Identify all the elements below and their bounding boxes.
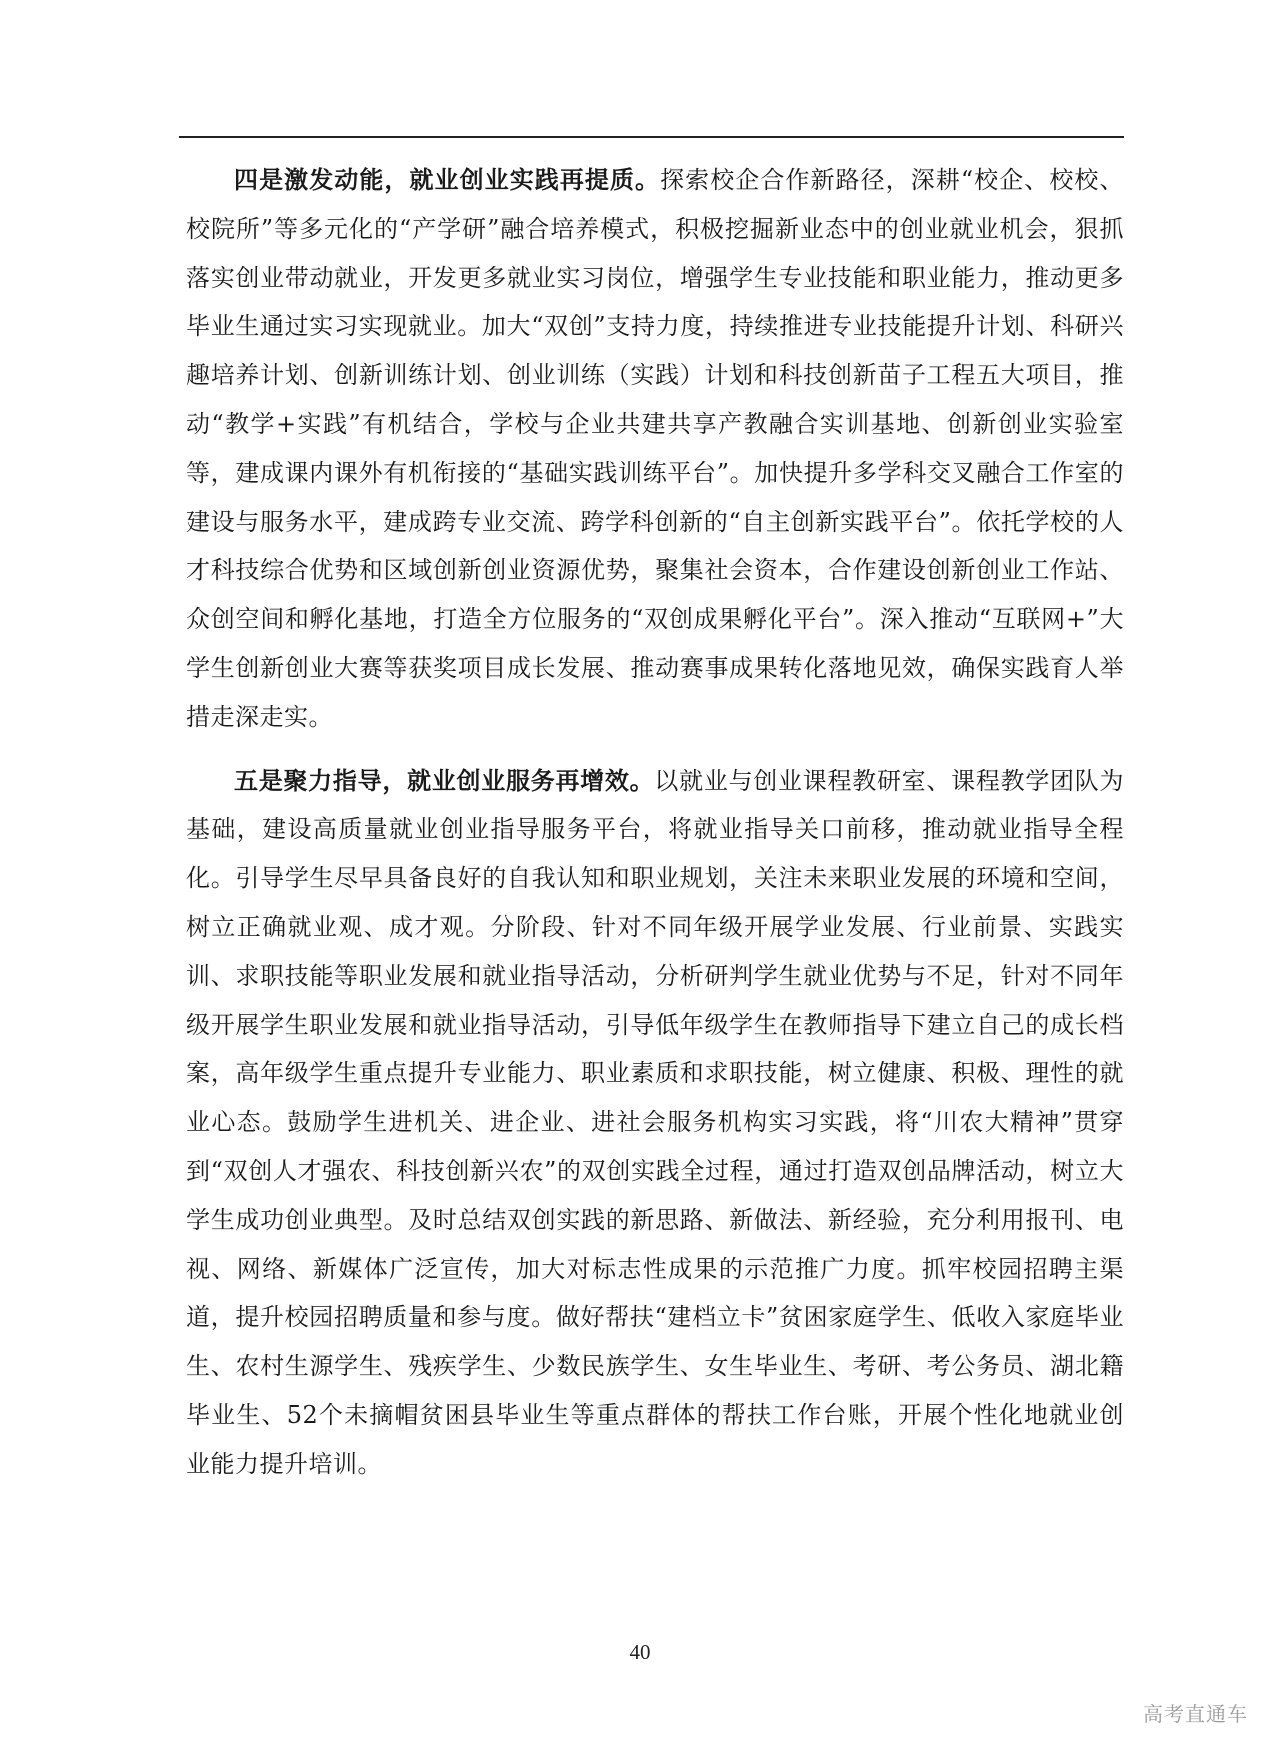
paragraph-text: 探索校企合作新路径，深耕“校企、校校、校院所”等多元化的“产学研”融合培养模式，积极挖掘新业态中的创业就业机会，狠抓落实创业带动就业，开发更多就业实习岗位，增强学生专业技能和职业能力，推动更多毕业生通过实习实现就业。加大“双创”支持力度，持续推进专业技能提升计划、科研兴趣培养计划、创新训练计划、创业训练（实践）计划和科技创新苗子工程五大项目，推动“教学+实践”有机结合，学校与企业共建共享产教融合实训基地、创新创业实验室等，建成课内课外有机衔接的“基础实践训练平台”。加快提升多学科交叉融合工作室的建设与服务水平，建成跨专业交流、跨学科创新的“自主创新实践平台”。依托学校的人才科技综合优势和区域创新创业资源优势，聚集社会资本，合作建设创新创业工作站、众创空间和孵化基地，打造全方位服务的“双创成果孵化平台”。深入推动“互联网+”大学生创新创业大赛等获奖项目成长发展、推动赛事成果转化落地见效，确保实践育人举措走深走实。	[186, 166, 1124, 731]
page-number: 40	[629, 1640, 651, 1664]
paragraph-lead: 五是聚力指导，就业创业服务再增效。	[234, 765, 655, 795]
watermark-logo-text: 高考直通车	[1143, 1702, 1248, 1726]
paragraph-lead: 四是激发动能，就业创业实践再提质。	[234, 165, 661, 194]
paragraph-4	[186, 156, 1124, 742]
paragraph-text: 以就业与创业课程教研室、课程教学团队为基础，建设高质量就业创业指导服务平台，将就业指导关口前移，推动就业指导全程化。引导学生尽早具备良好的自我认知和职业规划，关注未来职业发展的环境和空间，树立正确就业观、成才观。分阶段、针对不同年级开展学业发展、行业前景、实践实训、求职技能等职业发展和就业指导活动，分析研判学生就业优势与不足，针对不同年级开展学生职业发展和就业指导活动，引导低年级学生在教师指导下建立自己的成长档案，高年级学生重点提升专业能力、职业素质和求职技能，树立健康、积极、理性的就业心态。鼓励学生进机关、进企业、进社会服务机构实习实践，将“川农大精神”贯穿到“双创人才强农、科技创新兴农”的双创实践全过程，通过打造双创品牌活动，树立大学生成功创业典型。及时总结双创实践的新思路、新做法、新经验，充分利用报刊、电视、网络、新媒体广泛宣传，加大对标志性成果的示范推广力度。抓牢校园招聘主渠道，提升校园招聘质量和参与度。做好帮扶“建档立卡”贫困家庭学生、低收入家庭毕业生、农村生源学生、残疾学生、少数民族学生、女生毕业生、考研、考公务员、湖北籍毕业生、52个未摘帽贫困县毕业生等重点群体的帮扶工作台账，开展个性化地就业创业能力提升培训。	[186, 766, 1125, 1478]
document-body	[186, 156, 1124, 1489]
header-rule	[179, 136, 1124, 138]
paragraph-5	[186, 757, 1124, 1489]
